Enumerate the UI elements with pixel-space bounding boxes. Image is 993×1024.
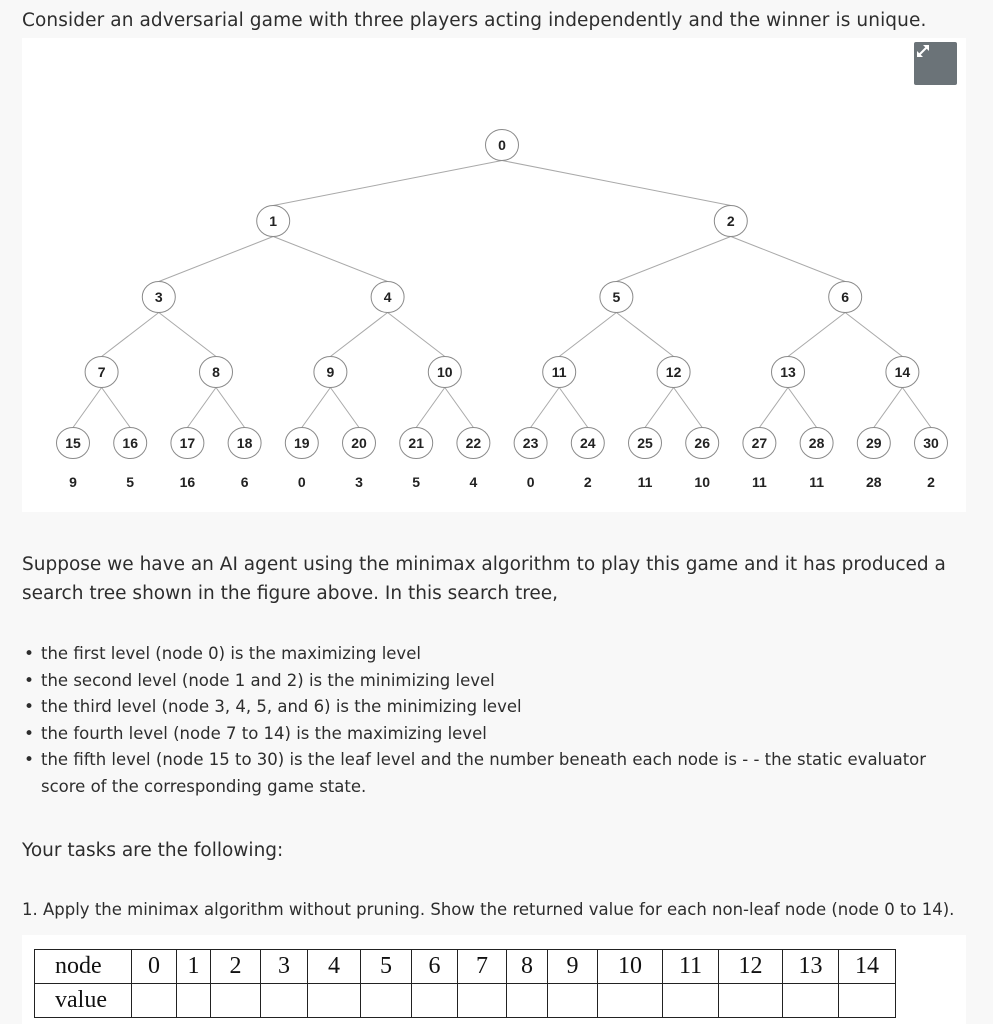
tree-node-9 xyxy=(314,357,347,388)
node-header-cell: 6 xyxy=(412,950,458,984)
row-header-value: value xyxy=(35,984,132,1018)
expand-button[interactable] xyxy=(914,42,957,85)
tree-node-19 xyxy=(285,428,318,459)
node-label: 25 xyxy=(637,435,653,451)
node-header-cell: 9 xyxy=(548,950,598,984)
tree-edge xyxy=(874,388,903,428)
leaf-score: 2 xyxy=(583,474,592,490)
tree-edge xyxy=(273,161,502,206)
tree-node-21 xyxy=(400,428,433,459)
value-input-cell[interactable] xyxy=(412,984,458,1018)
description-paragraph: Suppose we have an AI agent using the minimax algorithm to play this game and it has produced a search tree shown in the figure above. In this search tree, xyxy=(22,554,946,604)
tree-edge xyxy=(330,388,359,428)
tree-node-23 xyxy=(514,428,547,459)
expand-arrows-icon xyxy=(914,42,932,60)
leaf-score: 28 xyxy=(866,474,882,490)
node-label: 29 xyxy=(866,435,882,451)
list-item: • the second level (node 1 and 2) is the minimizing level xyxy=(22,668,972,695)
tree-node-13 xyxy=(772,357,805,388)
node-label: 21 xyxy=(408,435,424,451)
tree-node-14 xyxy=(886,357,919,388)
node-label: 0 xyxy=(498,137,506,153)
value-input-cell[interactable] xyxy=(261,984,308,1018)
tree-edge xyxy=(531,388,560,428)
tree-node-15 xyxy=(57,428,90,459)
tree-edge xyxy=(445,388,474,428)
row-header-node: node xyxy=(35,950,132,984)
intro-text: Consider an adversarial game with three players acting independently and the winner is unique. xyxy=(22,10,927,31)
tree-node-25 xyxy=(629,428,662,459)
tree-edge xyxy=(73,388,102,428)
leaf-score: 9 xyxy=(69,474,77,490)
node-header-cell: 2 xyxy=(211,950,261,984)
tree-edge xyxy=(902,388,931,428)
tree-edge xyxy=(102,313,159,357)
game-tree-figure xyxy=(22,38,966,512)
task-1-text: 1. Apply the minimax algorithm without pruning. Show the returned value for each non-leaf node (node 0 to 14). xyxy=(22,900,955,919)
tree-edge xyxy=(559,313,616,357)
tree-node-2 xyxy=(714,206,747,237)
value-input-cell[interactable] xyxy=(177,984,211,1018)
node-label: 7 xyxy=(97,364,106,380)
node-header-cell: 5 xyxy=(361,950,412,984)
tree-edge xyxy=(159,313,216,357)
tree-node-26 xyxy=(686,428,719,459)
tree-node-0 xyxy=(486,130,519,161)
tree-edge xyxy=(159,237,273,282)
value-input-cell[interactable] xyxy=(783,984,839,1018)
tree-edge xyxy=(616,313,673,357)
node-header-cell: 4 xyxy=(308,950,361,984)
leaf-score: 3 xyxy=(355,474,363,490)
tree-node-5 xyxy=(600,282,633,313)
node-label: 16 xyxy=(122,435,138,451)
node-header-cell: 8 xyxy=(507,950,548,984)
leaf-score: 5 xyxy=(412,474,421,490)
node-label: 23 xyxy=(522,435,539,451)
leaf-score: 11 xyxy=(637,474,653,490)
node-header-cell: 7 xyxy=(458,950,507,984)
value-input-cell[interactable] xyxy=(211,984,261,1018)
node-label: 14 xyxy=(894,364,911,380)
node-label: 27 xyxy=(751,435,768,451)
node-label: 24 xyxy=(580,435,596,451)
tree-edge xyxy=(788,313,845,357)
tree-node-1 xyxy=(257,206,290,237)
value-input-cell[interactable] xyxy=(132,984,177,1018)
leaf-score: 4 xyxy=(469,474,478,490)
node-header-cell: 10 xyxy=(598,950,663,984)
node-label: 18 xyxy=(236,435,253,451)
leaf-score: 16 xyxy=(179,474,196,490)
tree-edge xyxy=(674,388,703,428)
node-label: 1 xyxy=(269,213,278,229)
node-label: 9 xyxy=(326,364,335,380)
tree-edge xyxy=(416,388,445,428)
leaf-score: 11 xyxy=(809,474,825,490)
node-label: 22 xyxy=(465,435,482,451)
tree-edge xyxy=(302,388,331,428)
tree-node-20 xyxy=(343,428,376,459)
tree-edge xyxy=(645,388,674,428)
node-header-cell: 1 xyxy=(177,950,211,984)
levels-list xyxy=(22,641,972,800)
tree-node-6 xyxy=(829,282,862,313)
tree-edge xyxy=(759,388,788,428)
node-label: 28 xyxy=(808,435,825,451)
node-label: 11 xyxy=(551,364,567,380)
tree-edge xyxy=(559,388,588,428)
tasks-heading: Your tasks are the following: xyxy=(22,840,284,861)
node-label: 8 xyxy=(212,364,220,380)
leaf-score: 0 xyxy=(526,474,535,490)
tree-node-30 xyxy=(915,428,948,459)
tree-node-10 xyxy=(428,357,461,388)
tree-node-8 xyxy=(200,357,233,388)
table-row xyxy=(35,950,896,984)
leaf-score: 0 xyxy=(297,474,306,490)
value-input-cell[interactable] xyxy=(839,984,896,1018)
node-header-cell: 13 xyxy=(783,950,839,984)
tree-node-7 xyxy=(85,357,118,388)
tree-node-12 xyxy=(657,357,690,388)
node-label: 2 xyxy=(726,213,735,229)
value-input-cell[interactable] xyxy=(308,984,361,1018)
node-label: 17 xyxy=(179,435,196,451)
value-input-cell[interactable] xyxy=(719,984,783,1018)
tree-edge xyxy=(502,161,731,206)
list-item: • the first level (node 0) is the maximizing level xyxy=(22,641,972,668)
node-header-cell: 0 xyxy=(132,950,177,984)
leaf-score: 2 xyxy=(927,474,935,490)
tree-node-29 xyxy=(857,428,890,459)
node-header-cell: 3 xyxy=(261,950,308,984)
value-input-cell[interactable] xyxy=(361,984,412,1018)
tree-edge xyxy=(845,313,902,357)
answer-table-container xyxy=(22,935,966,1024)
node-header-cell: 12 xyxy=(719,950,783,984)
node-label: 20 xyxy=(351,435,367,451)
table-row xyxy=(35,984,896,1018)
tree-edge xyxy=(388,313,445,357)
tree-edge xyxy=(216,388,245,428)
value-input-cell[interactable] xyxy=(507,984,548,1018)
tree-node-11 xyxy=(543,357,576,388)
node-label: 5 xyxy=(612,289,621,305)
list-item: • the third level (node 3, 4, 5, and 6) is the minimizing level xyxy=(22,694,972,721)
game-tree-diagram xyxy=(22,38,966,512)
tree-node-28 xyxy=(800,428,833,459)
tree-node-22 xyxy=(457,428,490,459)
tree-node-17 xyxy=(171,428,204,459)
node-label: 26 xyxy=(694,435,710,451)
tree-edge xyxy=(788,388,817,428)
tree-node-4 xyxy=(371,282,404,313)
leaf-score: 10 xyxy=(694,474,710,490)
tree-node-24 xyxy=(571,428,604,459)
tree-node-16 xyxy=(114,428,147,459)
tree-edge xyxy=(330,313,387,357)
leaf-score: 6 xyxy=(240,474,249,490)
node-label: 30 xyxy=(923,435,939,451)
tree-node-27 xyxy=(743,428,776,459)
value-input-cell[interactable] xyxy=(663,984,719,1018)
list-item: • the fifth level (node 15 to 30) is the leaf level and the number beneath each node is - - the static evaluator score of the corresponding game state. xyxy=(22,747,972,800)
value-input-cell[interactable] xyxy=(548,984,598,1018)
node-label: 15 xyxy=(65,435,81,451)
tree-edge xyxy=(102,388,131,428)
answer-table xyxy=(34,949,896,1018)
list-item: • the fourth level (node 7 to 14) is the maximizing level xyxy=(22,721,972,748)
node-label: 6 xyxy=(841,289,850,305)
tree-node-18 xyxy=(228,428,261,459)
value-input-cell[interactable] xyxy=(598,984,663,1018)
leaf-score: 5 xyxy=(126,474,135,490)
node-label: 12 xyxy=(665,364,682,380)
tree-edge xyxy=(273,237,387,282)
tree-edge xyxy=(616,237,730,282)
node-label: 10 xyxy=(437,364,453,380)
node-label: 19 xyxy=(294,435,310,451)
node-label: 3 xyxy=(154,289,163,305)
value-input-cell[interactable] xyxy=(458,984,507,1018)
tree-node-3 xyxy=(142,282,175,313)
tree-edge xyxy=(731,237,845,282)
node-header-cell: 14 xyxy=(839,950,896,984)
node-label: 13 xyxy=(780,364,796,380)
leaf-score: 11 xyxy=(751,474,767,490)
node-label: 4 xyxy=(383,289,392,305)
node-header-cell: 11 xyxy=(663,950,719,984)
tree-edge xyxy=(187,388,216,428)
